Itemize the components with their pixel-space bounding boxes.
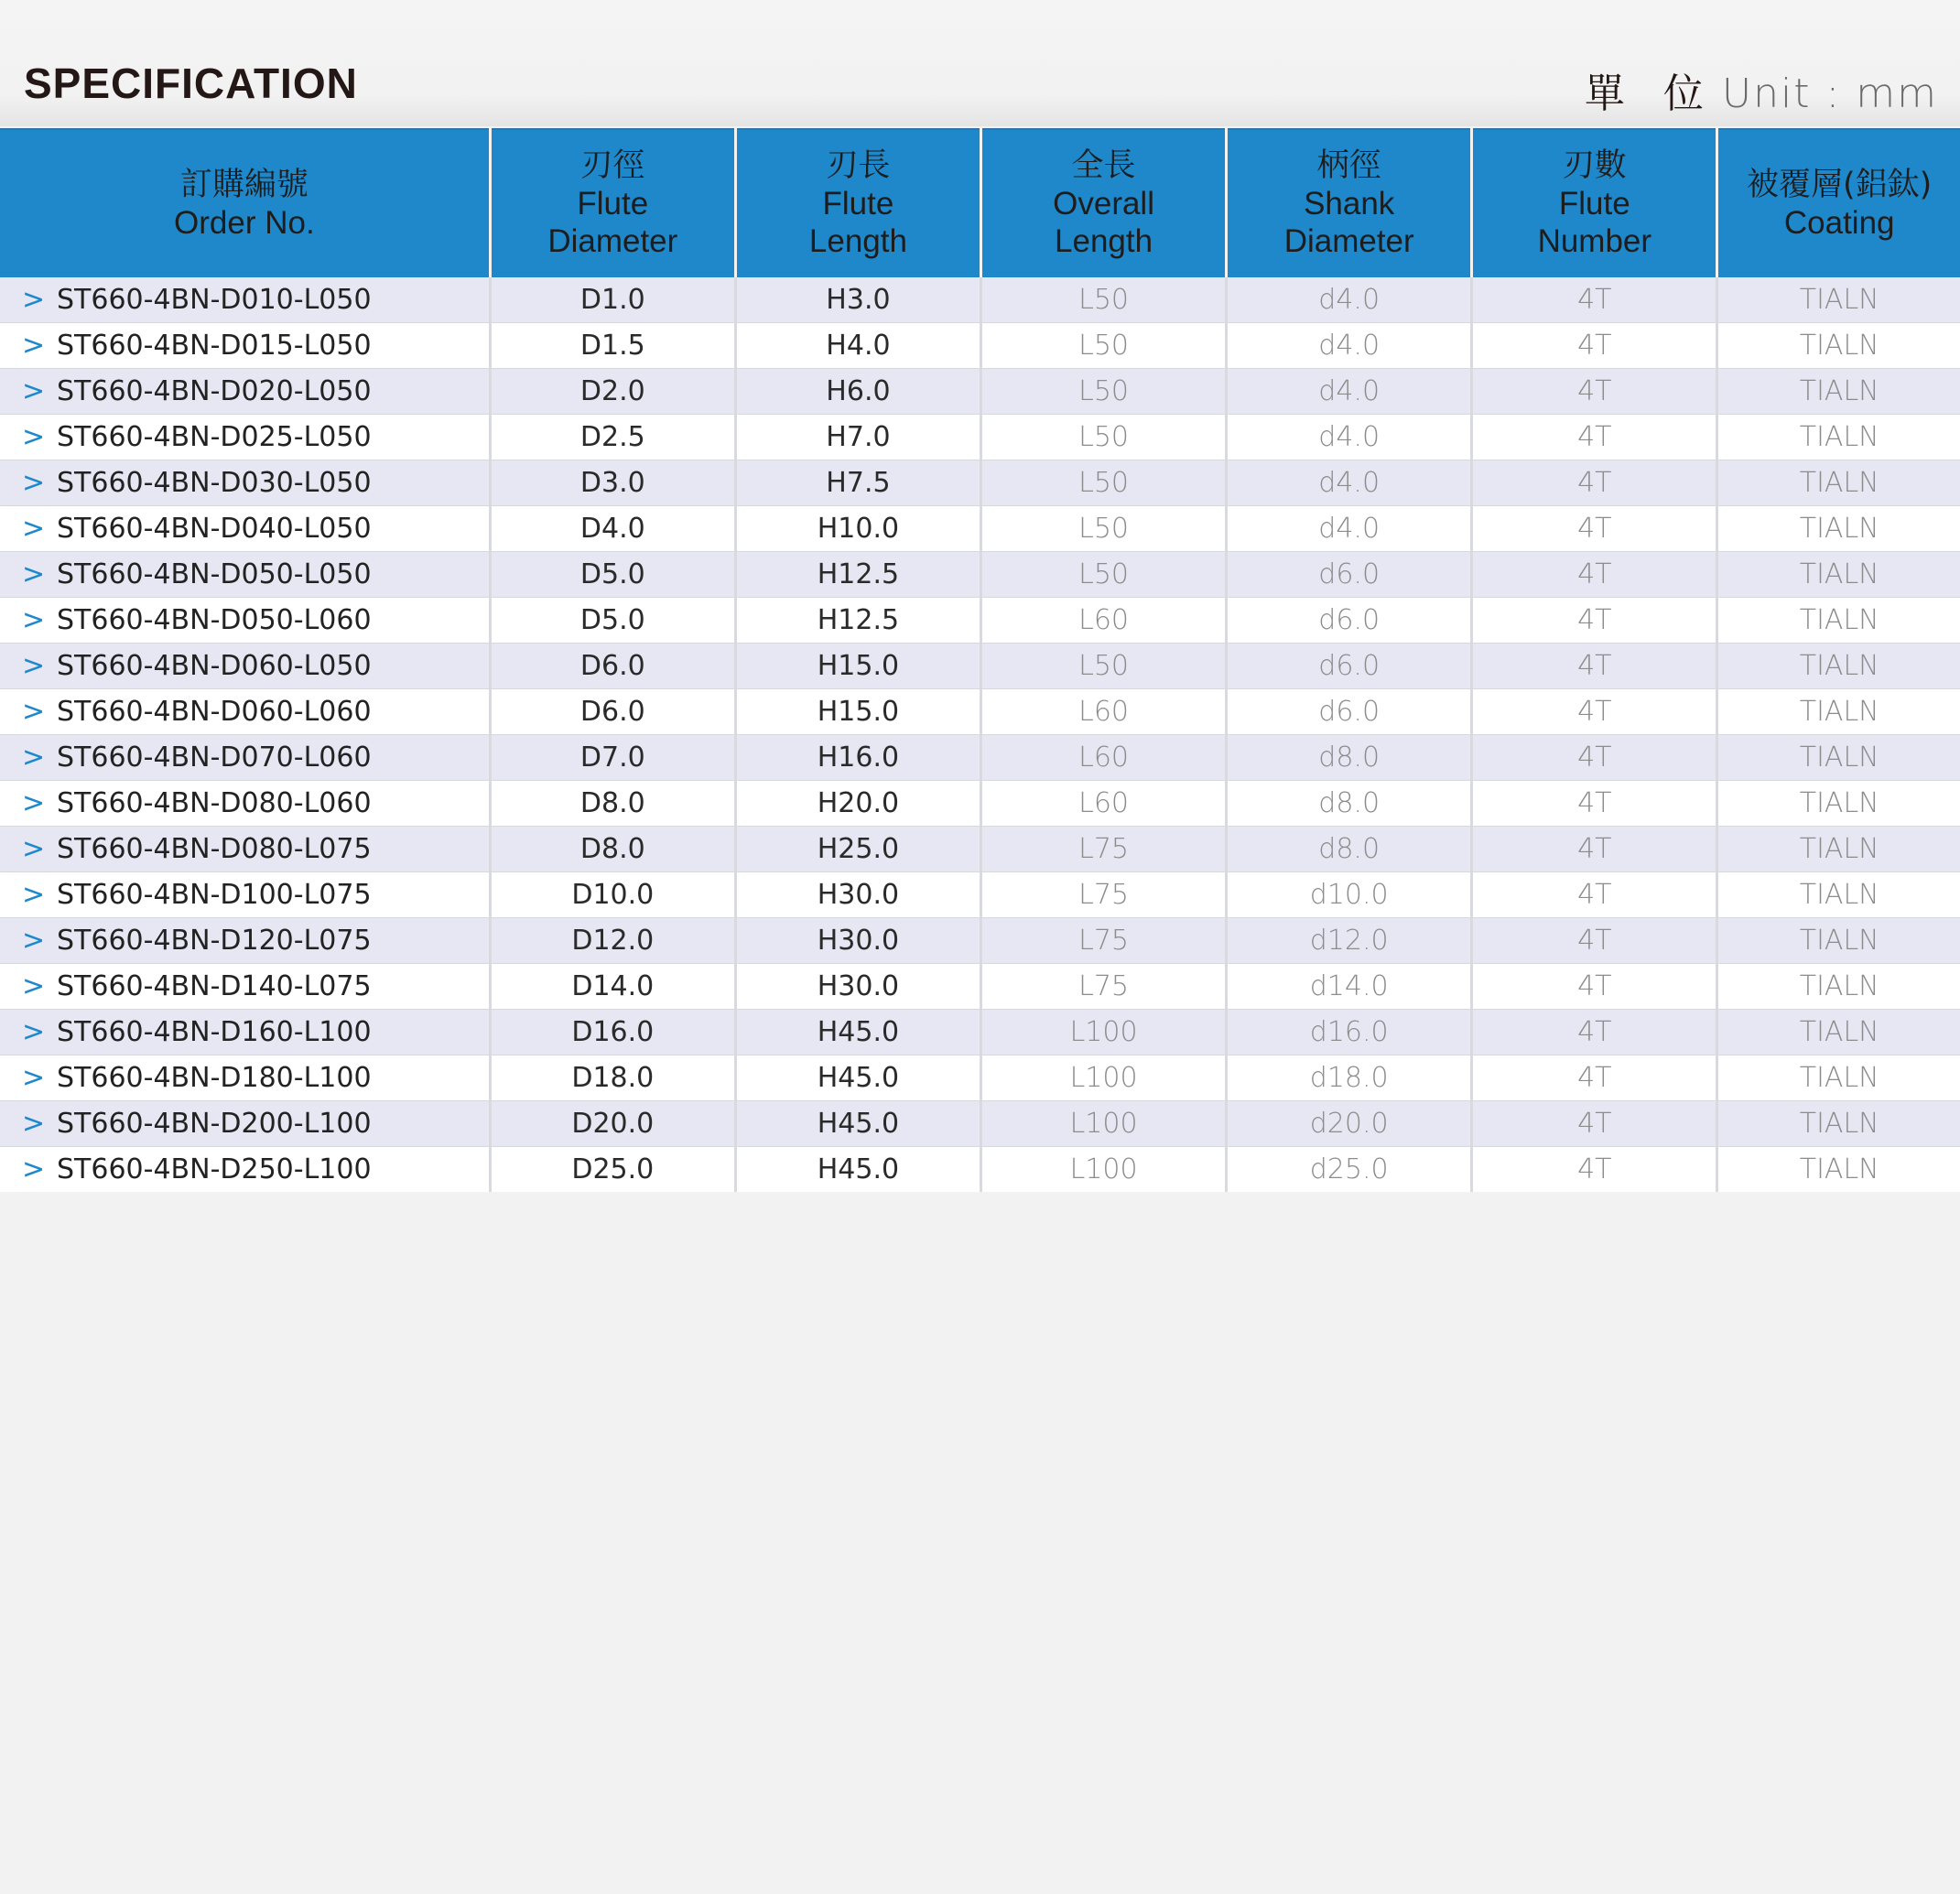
table-row — [0, 1147, 1960, 1193]
chevron-right-icon: > — [22, 1062, 46, 1094]
cell-shank-diameter: d10.0 — [1227, 872, 1472, 918]
cell-flute-diameter: D12.0 — [490, 918, 735, 964]
cell-shank-diameter: d8.0 — [1227, 827, 1472, 872]
cell-order-no[interactable] — [0, 552, 490, 598]
cell-flute-diameter: D14.0 — [490, 964, 735, 1010]
cell-flute-length: H3.0 — [735, 277, 980, 323]
cell-shank-diameter: d4.0 — [1227, 415, 1472, 460]
cell-overall-length: L50 — [981, 415, 1227, 460]
chevron-right-icon: > — [22, 604, 46, 636]
cell-shank-diameter: d8.0 — [1227, 735, 1472, 781]
chevron-right-icon: > — [22, 558, 46, 590]
cell-order-no[interactable] — [0, 323, 490, 369]
cell-flute-diameter: D6.0 — [490, 689, 735, 735]
cell-coating: TIALN — [1717, 460, 1960, 506]
cell-flute-diameter: D18.0 — [490, 1055, 735, 1101]
cell-coating: TIALN — [1717, 369, 1960, 415]
cell-shank-diameter: d18.0 — [1227, 1055, 1472, 1101]
cell-shank-diameter: d8.0 — [1227, 781, 1472, 827]
table-body — [0, 277, 1960, 1193]
cell-flute-length: H15.0 — [735, 689, 980, 735]
column-header-en: Number — [1537, 223, 1652, 259]
table-row — [0, 689, 1960, 735]
cell-coating: TIALN — [1717, 918, 1960, 964]
table-row — [0, 552, 1960, 598]
cell-flute-number: 4T — [1472, 872, 1717, 918]
cell-flute-number: 4T — [1472, 506, 1717, 552]
cell-order-no[interactable] — [0, 964, 490, 1010]
cell-overall-length: L60 — [981, 781, 1227, 827]
cell-shank-diameter: d25.0 — [1227, 1147, 1472, 1193]
order-no-text: ST660-4BN-D140-L075 — [57, 970, 372, 1002]
cell-coating: TIALN — [1717, 735, 1960, 781]
cell-coating: TIALN — [1717, 552, 1960, 598]
cell-shank-diameter: d6.0 — [1227, 689, 1472, 735]
cell-flute-length: H15.0 — [735, 644, 980, 689]
cell-overall-length: L50 — [981, 369, 1227, 415]
order-no-text: ST660-4BN-D025-L050 — [57, 421, 372, 453]
cell-flute-diameter: D20.0 — [490, 1101, 735, 1147]
column-header-en: Length — [808, 223, 907, 259]
table-header — [0, 129, 1960, 277]
cell-flute-length: H45.0 — [735, 1055, 980, 1101]
cell-flute-length: H4.0 — [735, 323, 980, 369]
order-no-text: ST660-4BN-D015-L050 — [57, 330, 372, 362]
cell-shank-diameter: d4.0 — [1227, 277, 1472, 323]
cell-order-no[interactable] — [0, 781, 490, 827]
cell-flute-diameter: D1.0 — [490, 277, 735, 323]
cell-flute-number: 4T — [1472, 735, 1717, 781]
cell-overall-length: L60 — [981, 598, 1227, 644]
chevron-right-icon: > — [22, 421, 46, 453]
cell-flute-diameter: D1.5 — [490, 323, 735, 369]
cell-flute-length: H6.0 — [735, 369, 980, 415]
cell-flute-number: 4T — [1472, 277, 1717, 323]
cell-shank-diameter: d12.0 — [1227, 918, 1472, 964]
cell-flute-number: 4T — [1472, 598, 1717, 644]
order-no-text: ST660-4BN-D050-L060 — [57, 604, 372, 636]
cell-order-no[interactable] — [0, 506, 490, 552]
page-header — [0, 0, 1960, 126]
cell-flute-length: H30.0 — [735, 872, 980, 918]
cell-flute-number: 4T — [1472, 781, 1717, 827]
column-header-flute-diameter — [490, 129, 735, 277]
order-no-text: ST660-4BN-D180-L100 — [57, 1062, 372, 1094]
cell-order-no[interactable] — [0, 1010, 490, 1055]
cell-flute-length: H45.0 — [735, 1147, 980, 1193]
cell-coating: TIALN — [1717, 598, 1960, 644]
cell-shank-diameter: d20.0 — [1227, 1101, 1472, 1147]
column-header-zh: 被覆層(鋁鈦) — [1747, 166, 1933, 203]
cell-order-no[interactable] — [0, 827, 490, 872]
cell-coating: TIALN — [1717, 415, 1960, 460]
unit-label — [1585, 60, 1938, 119]
cell-flute-diameter: D8.0 — [490, 827, 735, 872]
cell-shank-diameter: d4.0 — [1227, 369, 1472, 415]
order-no-text: ST660-4BN-D200-L100 — [57, 1108, 372, 1140]
table-row — [0, 644, 1960, 689]
cell-flute-number: 4T — [1472, 644, 1717, 689]
cell-coating: TIALN — [1717, 323, 1960, 369]
cell-coating: TIALN — [1717, 964, 1960, 1010]
cell-coating: TIALN — [1717, 1101, 1960, 1147]
cell-order-no[interactable] — [0, 872, 490, 918]
cell-flute-diameter: D3.0 — [490, 460, 735, 506]
cell-overall-length: L75 — [981, 872, 1227, 918]
cell-flute-diameter: D2.5 — [490, 415, 735, 460]
table-row — [0, 735, 1960, 781]
cell-flute-number: 4T — [1472, 1147, 1717, 1193]
table-row — [0, 460, 1960, 506]
table-row — [0, 415, 1960, 460]
cell-overall-length: L50 — [981, 506, 1227, 552]
cell-flute-length: H20.0 — [735, 781, 980, 827]
cell-flute-number: 4T — [1472, 1101, 1717, 1147]
table-header-row — [0, 129, 1960, 277]
cell-flute-diameter: D2.0 — [490, 369, 735, 415]
cell-order-no[interactable] — [0, 918, 490, 964]
chevron-right-icon: > — [22, 467, 46, 499]
cell-flute-diameter: D25.0 — [490, 1147, 735, 1193]
cell-flute-number: 4T — [1472, 1055, 1717, 1101]
cell-shank-diameter: d4.0 — [1227, 506, 1472, 552]
cell-flute-number: 4T — [1472, 460, 1717, 506]
cell-overall-length: L60 — [981, 735, 1227, 781]
chevron-right-icon: > — [22, 696, 46, 728]
column-header-zh: 刃徑 — [580, 147, 645, 184]
column-header-zh: 全長 — [1071, 147, 1136, 184]
order-no-text: ST660-4BN-D100-L075 — [57, 879, 372, 911]
cell-coating: TIALN — [1717, 827, 1960, 872]
cell-overall-length: L60 — [981, 689, 1227, 735]
chevron-right-icon: > — [22, 284, 46, 316]
cell-flute-diameter: D4.0 — [490, 506, 735, 552]
unit-label-en: Unit : mm — [1721, 70, 1938, 117]
order-no-text: ST660-4BN-D080-L075 — [57, 833, 372, 865]
cell-flute-length: H45.0 — [735, 1101, 980, 1147]
cell-overall-length: L50 — [981, 323, 1227, 369]
cell-order-no[interactable] — [0, 1147, 490, 1193]
table-row — [0, 1055, 1960, 1101]
cell-overall-length: L75 — [981, 827, 1227, 872]
column-header-en: Diameter — [1283, 223, 1414, 259]
cell-coating: TIALN — [1717, 644, 1960, 689]
column-header-zh: 刃長 — [826, 147, 891, 184]
column-header-en: Overall — [1053, 186, 1154, 222]
cell-overall-length: L50 — [981, 460, 1227, 506]
chevron-right-icon: > — [22, 1108, 46, 1140]
order-no-text: ST660-4BN-D050-L050 — [57, 558, 372, 590]
column-header-en: Coating — [1783, 204, 1895, 241]
cell-overall-length: L100 — [981, 1101, 1227, 1147]
column-header-en: Flute — [822, 186, 894, 222]
column-header-en: Order No. — [174, 204, 315, 241]
cell-overall-length: L75 — [981, 918, 1227, 964]
cell-flute-number: 4T — [1472, 369, 1717, 415]
cell-coating: TIALN — [1717, 1010, 1960, 1055]
cell-flute-diameter: D8.0 — [490, 781, 735, 827]
cell-shank-diameter: d6.0 — [1227, 552, 1472, 598]
cell-overall-length: L100 — [981, 1147, 1227, 1193]
chevron-right-icon: > — [22, 833, 46, 865]
chevron-right-icon: > — [22, 741, 46, 774]
cell-order-no[interactable] — [0, 415, 490, 460]
order-no-text: ST660-4BN-D020-L050 — [57, 375, 372, 407]
cell-shank-diameter: d4.0 — [1227, 460, 1472, 506]
table-row — [0, 918, 1960, 964]
chevron-right-icon: > — [22, 513, 46, 545]
table-row — [0, 598, 1960, 644]
order-no-text: ST660-4BN-D060-L050 — [57, 650, 372, 682]
order-no-text: ST660-4BN-D160-L100 — [57, 1016, 372, 1048]
column-header-coating — [1717, 129, 1960, 277]
table-row — [0, 369, 1960, 415]
column-header-zh: 柄徑 — [1316, 147, 1381, 184]
cell-shank-diameter: d6.0 — [1227, 598, 1472, 644]
cell-flute-number: 4T — [1472, 689, 1717, 735]
table-row — [0, 506, 1960, 552]
cell-flute-diameter: D10.0 — [490, 872, 735, 918]
chevron-right-icon: > — [22, 1016, 46, 1048]
chevron-right-icon: > — [22, 1153, 46, 1185]
cell-order-no[interactable] — [0, 277, 490, 323]
chevron-right-icon: > — [22, 879, 46, 911]
blank-area — [0, 1192, 1960, 1894]
column-header-order-no — [0, 129, 490, 277]
column-header-flute-length — [735, 129, 980, 277]
unit-label-zh: 單 位 — [1584, 70, 1716, 117]
chevron-right-icon: > — [22, 970, 46, 1002]
column-header-overall-length — [981, 129, 1227, 277]
column-header-zh: 訂購編號 — [179, 166, 309, 203]
chevron-right-icon: > — [22, 787, 46, 819]
cell-coating: TIALN — [1717, 689, 1960, 735]
cell-flute-length: H45.0 — [735, 1010, 980, 1055]
table-row — [0, 323, 1960, 369]
order-no-text: ST660-4BN-D060-L060 — [57, 696, 372, 728]
cell-coating: TIALN — [1717, 781, 1960, 827]
order-no-text: ST660-4BN-D250-L100 — [57, 1153, 372, 1185]
specification-table — [0, 128, 1960, 1193]
cell-flute-diameter: D6.0 — [490, 644, 735, 689]
cell-flute-length: H12.5 — [735, 552, 980, 598]
column-header-en: Flute — [577, 186, 649, 222]
cell-overall-length: L50 — [981, 552, 1227, 598]
order-no-text: ST660-4BN-D070-L060 — [57, 741, 372, 774]
cell-flute-length: H30.0 — [735, 918, 980, 964]
cell-shank-diameter: d16.0 — [1227, 1010, 1472, 1055]
cell-flute-diameter: D16.0 — [490, 1010, 735, 1055]
cell-flute-length: H7.5 — [735, 460, 980, 506]
cell-flute-length: H10.0 — [735, 506, 980, 552]
column-header-zh: 刃數 — [1562, 147, 1627, 184]
cell-shank-diameter: d14.0 — [1227, 964, 1472, 1010]
table-row — [0, 964, 1960, 1010]
cell-coating: TIALN — [1717, 277, 1960, 323]
cell-coating: TIALN — [1717, 1055, 1960, 1101]
cell-flute-number: 4T — [1472, 827, 1717, 872]
cell-flute-length: H30.0 — [735, 964, 980, 1010]
cell-overall-length: L100 — [981, 1010, 1227, 1055]
cell-order-no[interactable] — [0, 460, 490, 506]
cell-flute-number: 4T — [1472, 552, 1717, 598]
table-row — [0, 781, 1960, 827]
cell-flute-length: H12.5 — [735, 598, 980, 644]
column-header-en: Diameter — [547, 223, 678, 259]
cell-flute-number: 4T — [1472, 323, 1717, 369]
cell-flute-number: 4T — [1472, 1010, 1717, 1055]
cell-order-no[interactable] — [0, 1055, 490, 1101]
chevron-right-icon: > — [22, 375, 46, 407]
cell-flute-length: H7.0 — [735, 415, 980, 460]
column-header-en: Length — [1055, 223, 1153, 259]
table-row — [0, 872, 1960, 918]
cell-order-no[interactable] — [0, 598, 490, 644]
column-header-shank-diameter — [1227, 129, 1472, 277]
column-header-flute-number — [1472, 129, 1717, 277]
cell-flute-diameter: D5.0 — [490, 552, 735, 598]
table-row — [0, 1101, 1960, 1147]
cell-order-no[interactable] — [0, 644, 490, 689]
order-no-text: ST660-4BN-D030-L050 — [57, 467, 372, 499]
table-row — [0, 1010, 1960, 1055]
cell-overall-length: L50 — [981, 644, 1227, 689]
cell-overall-length: L100 — [981, 1055, 1227, 1101]
cell-flute-length: H16.0 — [735, 735, 980, 781]
cell-order-no[interactable] — [0, 1101, 490, 1147]
cell-order-no[interactable] — [0, 369, 490, 415]
table-row — [0, 827, 1960, 872]
page-title: SPECIFICATION — [24, 60, 358, 107]
cell-shank-diameter: d6.0 — [1227, 644, 1472, 689]
order-no-text: ST660-4BN-D010-L050 — [57, 284, 372, 316]
cell-flute-number: 4T — [1472, 415, 1717, 460]
cell-flute-length: H25.0 — [735, 827, 980, 872]
cell-flute-number: 4T — [1472, 964, 1717, 1010]
chevron-right-icon: > — [22, 650, 46, 682]
cell-coating: TIALN — [1717, 872, 1960, 918]
cell-flute-diameter: D5.0 — [490, 598, 735, 644]
cell-overall-length: L75 — [981, 964, 1227, 1010]
order-no-text: ST660-4BN-D040-L050 — [57, 513, 372, 545]
cell-coating: TIALN — [1717, 506, 1960, 552]
chevron-right-icon: > — [22, 925, 46, 957]
cell-flute-number: 4T — [1472, 918, 1717, 964]
order-no-text: ST660-4BN-D120-L075 — [57, 925, 372, 957]
column-header-en: Shank — [1304, 186, 1395, 222]
cell-order-no[interactable] — [0, 689, 490, 735]
cell-overall-length: L50 — [981, 277, 1227, 323]
cell-flute-diameter: D7.0 — [490, 735, 735, 781]
chevron-right-icon: > — [22, 330, 46, 362]
cell-coating: TIALN — [1717, 1147, 1960, 1193]
cell-order-no[interactable] — [0, 735, 490, 781]
column-header-en: Flute — [1558, 186, 1630, 222]
cell-shank-diameter: d4.0 — [1227, 323, 1472, 369]
table-row — [0, 277, 1960, 323]
order-no-text: ST660-4BN-D080-L060 — [57, 787, 372, 819]
